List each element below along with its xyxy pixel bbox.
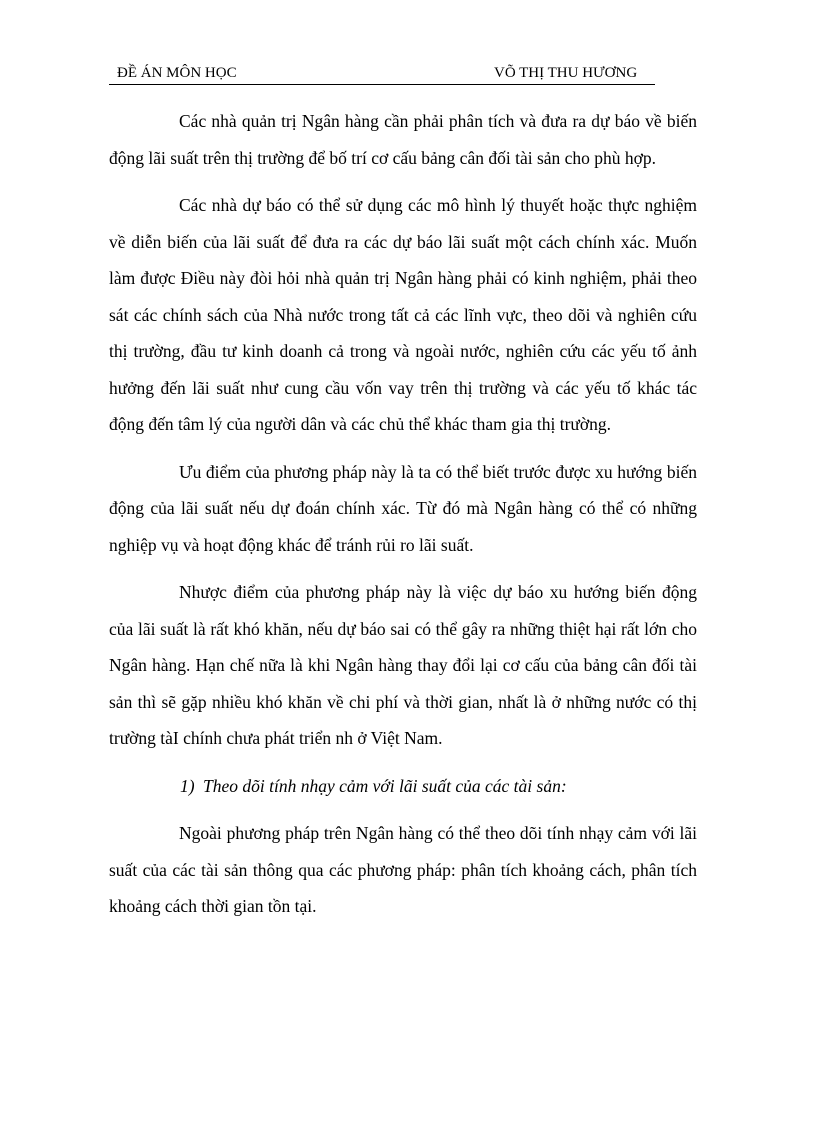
page-header (109, 62, 655, 85)
document-body (109, 103, 697, 925)
header-author-name: VÕ THỊ THU HƯƠNG (494, 65, 638, 81)
list-item-text: Theo dõi tính nhạy cảm với lãi suất của các tài sản: (203, 775, 567, 796)
paragraph-disadvantages: Nhược điểm của phương pháp này là việc dự báo xu hướng biến động của lãi suất là rất khó khăn, nếu dự báo sai có thể gây ra những thiệt hại rất lớn cho Ngân hàng. Hạn chế nữa là khi Ngân hàng thay đổi lại cơ cấu của bảng cân đối tài sản thì sẽ gặp nhiều khó khăn về chi phí và thời gian, nhất là ở những nước có thị trường tàI chính chưa phát triển nh ở Việt Nam. (109, 582, 697, 748)
paragraph-forecast-models: Các nhà dự báo có thể sử dụng các mô hình lý thuyết hoặc thực nghiệm về diễn biến của lãi suất để đưa ra các dự báo lãi suất một cách chính xác. Muốn làm được Điều này đòi hỏi nhà quản trị Ngân hàng phải có kinh nghiệm, phải theo sát các chính sách của Nhà nước trong tất cả các lĩnh vực, theo dõi và nghiên cứu thị trường, đầu tư kinh doanh cả trong và ngoài nước, nghiên cứu các yếu tố ảnh hưởng đến lãi suất như cung cầu vốn vay trên thị trường và các yếu tố khác tác động đến tâm lý của người dân và các chủ thể khác tham gia thị trường. (109, 195, 697, 434)
header-course-title: ĐỀ ÁN MÔN HỌC (117, 65, 237, 81)
paragraph-sensitivity-methods: Ngoài phương pháp trên Ngân hàng có thể theo dõi tính nhạy cảm với lãi suất của các tài sản thông qua các phương pháp: phân tích khoảng cách, phân tích khoảng cách thời gian tồn tại. (109, 823, 697, 916)
paragraph-advantages: Ưu điểm của phương pháp này là ta có thể biết trước được xu hướng biến động của lãi suất nếu dự đoán chính xác. Từ đó mà Ngân hàng có thể có những nghiệp vụ và hoạt động khác để tránh rủi ro lãi suất. (109, 461, 697, 555)
list-item-number: 1) (180, 775, 195, 796)
paragraph-forecast-intro: Các nhà quản trị Ngân hàng cần phải phân tích và đưa ra dự báo về biến động lãi suất trên thị trường để bố trí cơ cấu bảng cân đối tài sản cho phù hợp. (109, 111, 697, 168)
list-item-sensitivity-heading (109, 768, 697, 805)
